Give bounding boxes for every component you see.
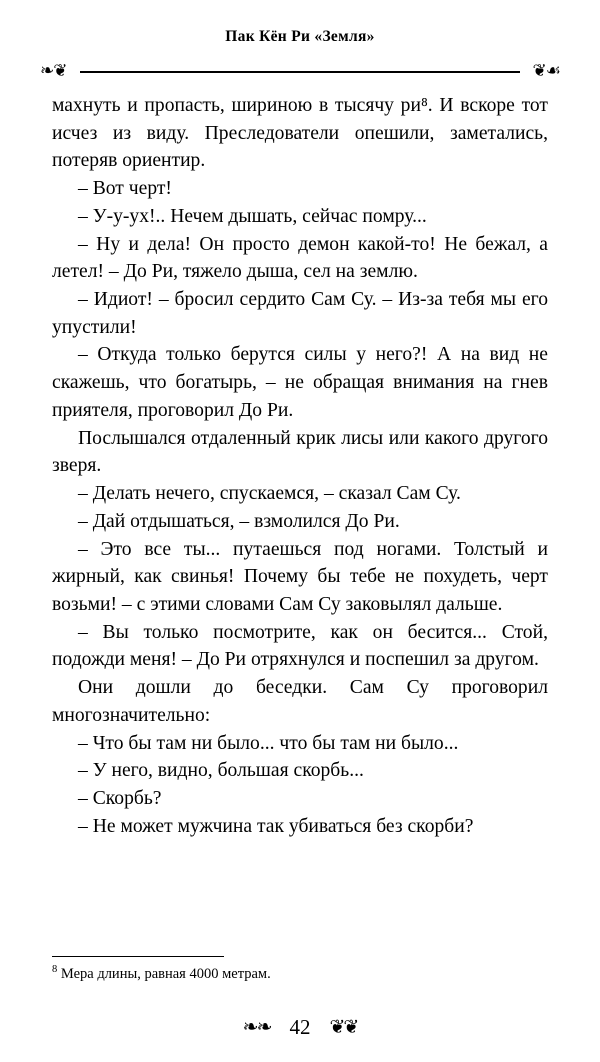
paragraph: Послышался отдаленный крик лисы или какого другого зверя. <box>52 427 548 477</box>
paragraph: – Это все ты... путаешься под ногами. Толстый и жирный, как свинья! Почему бы тебе не похудеть, черт возьми! – с этими словами Сам Су заковылял дальше. <box>52 538 548 615</box>
header-rule-line <box>80 71 520 73</box>
paragraph: – Делать нечего, спускаемся, – сказал Сам Су. <box>78 483 461 505</box>
footer-ornament-left-icon: ❧❧ <box>242 1017 271 1038</box>
paragraph: – Скорбь? <box>78 787 162 809</box>
paragraph: – Не может мужчина так убиваться без скорби? <box>78 815 474 837</box>
footnote-separator <box>52 956 224 958</box>
paragraph: – Что бы там ни было... что бы там ни было... <box>78 732 459 754</box>
footnote-area <box>52 956 548 984</box>
running-head: Пак Кён Ри «Земля» <box>225 28 375 45</box>
footnote <box>52 963 548 984</box>
paragraph: Они дошли до беседки. Сам Су проговорил многозначительно: <box>52 677 548 726</box>
paragraph: – У-у-ух!.. Нечем дышать, сейчас помру... <box>78 205 427 227</box>
page-number: 42 <box>289 1015 311 1039</box>
book-page <box>0 28 600 1062</box>
body-text <box>52 92 548 840</box>
paragraph: – Ну и дела! Он просто демон какой-то! Не бежал, а летел! – До Ри, тяжело дыша, сел на землю. <box>52 233 548 283</box>
ornament-left-icon: ❧❦ <box>40 61 67 80</box>
paragraph: – Идиот! – бросил сердито Сам Су. – Из-за тебя мы его упустили! <box>52 289 548 338</box>
paragraph: – Откуда только берутся силы у него?! А на вид не скажешь, что богатырь, – не обращая внимания на гнев приятеля, проговорил До Ри. <box>52 344 548 421</box>
footnote-body: Мера длины, равная 4000 метрам. <box>57 966 271 983</box>
paragraph: – Дай отдышаться, – взмолился До Ри. <box>78 510 400 532</box>
footnote-marker: 8 <box>52 964 58 976</box>
paragraph: – У него, видно, большая скорбь... <box>78 760 364 782</box>
header-ornament-rule <box>40 60 560 82</box>
page-footer <box>0 1015 600 1040</box>
footer-ornament-right-icon: ❦❦ <box>329 1017 358 1038</box>
paragraph: махнуть и пропасть, шириною в тысячу ри⁸. И вскоре тот исчез из виду. Преследователи опешили, заметались, потеряв ориентир. <box>52 95 548 172</box>
paragraph: – Вот черт! <box>78 178 172 200</box>
ornament-right-icon: ❦☙ <box>532 61 560 80</box>
paragraph: – Вы только посмотрите, как он бесится... Стой, подожди меня! – До Ри отряхнулся и поспешил за другом. <box>52 621 548 671</box>
